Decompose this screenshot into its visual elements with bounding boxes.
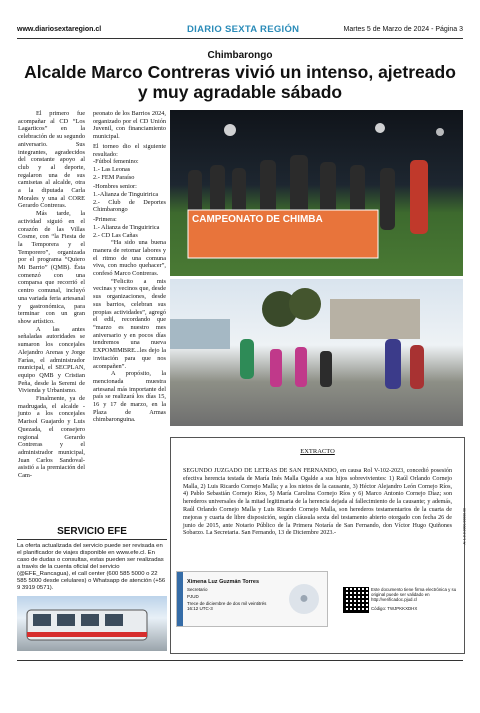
issue-date: Martes 5 de Marzo de 2024 - Página 3: [343, 26, 463, 33]
paragraph: Más tarde, la actividad siguió en el corazón de las Villas Cosme, con “la Fiesta de la Temporera y el Temporero”, organizada por el programa “Quiero Mi Barrio” (QMB). Ésta comenzó con una comparsa que recorrió el centro comunal, incluyó una variada feria artesanal y gastronómica, para terminar con un gran show artístico.: [18, 210, 85, 325]
train-illustration: [17, 596, 167, 651]
signature-stamp: Trece de diciembre de dos mil veintitrés 16:12 UTC-3: [187, 601, 267, 612]
event-photo-illustration: [170, 279, 463, 426]
paragraph: El primero fue acompañar al CD “Los Lagarticos” en la celebración de su segundo aniversario. Sus integrantes, agradecidos del constante apoyo al club y al deporte, regalaron una de sus camisetas al alcalde, otra a la diputada Carla Morales y una al CORE Gerardo Contreras.: [18, 110, 85, 210]
result-heading: -Primera:: [93, 216, 117, 224]
article-column-2: [93, 110, 166, 424]
lock-icon: ●: [289, 584, 319, 614]
legal-notice-body: SEGUNDO JUZGADO DE LETRAS DE SAN FERNANDO, en causa Rol V-102-2023, concedió posesión efectiva herencia testada de María Inés Malla Ogalde a sus hijos sobrevivientes: 1) Raúl Orlando Cornejo Malla, 2) Luis Ricardo Cornejo Malla; y a los nietos de la causante, 3) Héctor Alejandro León Cornejo Ríos, 4) Pablo Sebastián Cornejo Ríos, 5) María Carolina Cornejo Ríos y 6) Marco Antonio Cornejo Díaz; son herederos universales de la mitad legitimaria de la herencia dejada al fallecimiento de la causante; y además, Raúl Orlando Cornejo Malla y Luis Ricardo Cornejo Malla, son herederos testamentarios de la cuarta de mejoras y cuarta de libre disposición, según cláusula sexta del testamento abierto otorgado con fecha 26 de junio de 2015, ante Notario Público de la Primera Notaría de San Fernando, don Víctor Hugo Quiñones Sobarzo. La Secretaria. San Fernando, 13 de Diciembre 2023.-: [183, 468, 452, 537]
result-item: 2.- FEM Paraíso: [93, 173, 135, 181]
site-url[interactable]: www.diariosextaregion.cl: [17, 26, 102, 33]
result-item: 1.- Alianza de Tinguiririca: [93, 223, 160, 231]
verification-text: Este documento tiene firma electrónica y su original puede ser validado en http://verificadoc.pjud.cl: [371, 587, 457, 603]
court-name: PJUD: [187, 594, 199, 599]
result-heading: -Fútbol femenino:: [93, 158, 139, 166]
result-item: 1.- Las Leonas: [93, 165, 131, 173]
page-header: [17, 24, 463, 38]
result-item: 2.- CD Las Cañas: [93, 231, 138, 239]
paragraph: peonato de los Barrios 2024, organizado por el CD Unión Juvenil, con financiamiento municipal.: [93, 110, 166, 141]
train-photo: [17, 596, 167, 651]
paragraph: A las antes señaladas autoridades se sumaron los concejales Alejandro Arenas y Jorge Farías, el administrador municipal, el SECPLAN, equipo QMB y Cristian Peña, desde la Seremi de Vivienda y Urbanismo.: [18, 325, 85, 395]
signer-role: Secretario: [187, 587, 208, 592]
result-item: 1.-Alianza de Tinguiririca: [93, 191, 159, 199]
banner-text: CAMPEONATO DE CHIMBA: [192, 214, 323, 225]
result-heading: -Hombres senior:: [93, 183, 137, 191]
newspaper-name: DIARIO SEXTA REGIÓN: [187, 24, 300, 35]
team-photo-illustration: [170, 110, 463, 276]
article-headline: Alcalde Marco Contreras vivió un intenso, ajetreado y muy agradable sábado: [24, 62, 456, 102]
signature-bar: [177, 572, 183, 626]
result-item: 2.- Club de Deportes Chimbarongo: [93, 198, 166, 214]
signer-name: Ximena Luz Guzmán Torres: [187, 579, 260, 585]
side-code: A: 1.0.0.0000.00000.00: [462, 508, 466, 545]
paragraph: “Felicito a mis vecinas y vecinos que, desde sus organizaciones, desde sus barrios, celebran sus propias actividades”, agregó el edil, recordando que “marzo es nuestro mes aniversario y en pocos días tendremos una nueva EXPOMIMBRE...les dejo la invitación para que nos acompañen”.: [93, 277, 166, 370]
paragraph: “Ha sido una buena manera de retomar labores y el ritmo de una comuna viva, con mucho quehacer”, confesó Marco Contreras.: [93, 239, 166, 278]
paragraph: Finalmente, ya de madrugada, el alcalde -junto a los concejales Marisol Guajardo y Luis Quezada, el consejero regional Gerardo Contreras y el administrador municipal, Juan Carlos Sandoval- asistió a la premiación del Cam-: [18, 395, 85, 480]
article-column-1: [18, 110, 85, 480]
team-photo: [170, 110, 463, 276]
paragraph: El torneo dio el siguiente resultado:: [93, 142, 166, 158]
electronic-signature: [176, 571, 328, 627]
efe-title: SERVICIO EFE: [17, 526, 167, 540]
verification-code: Código: TWJPKKXDHX: [371, 605, 418, 611]
footer-divider: [17, 660, 463, 661]
efe-body: La oferta actualizada del servicio puede ser revisada en el planificador de viajes disponible en www.efe.cl. En caso de dudas o consultas, estas pueden ser realizadas a través de la cuenta oficial del servicio (@EFE_Rancagua), el call center (600 585 5000 o 22 585 5000 desde celulares) o Whatsapp de atención (+56 9 3919 0571).: [17, 543, 166, 591]
legal-notice: [170, 437, 465, 654]
qr-code[interactable]: [343, 587, 369, 613]
event-photo: [170, 279, 463, 426]
paragraph: A propósito, la mencionada muestra artesanal más importante del país se realizará los días 15, 16 y 17 de marzo, en la Plaza de Armas chimbaronguina.: [93, 370, 166, 424]
legal-notice-title: EXTRACTO: [300, 448, 335, 455]
article-kicker: Chimbarongo: [207, 50, 273, 61]
verification-info: [371, 587, 461, 611]
header-divider: [17, 38, 463, 39]
